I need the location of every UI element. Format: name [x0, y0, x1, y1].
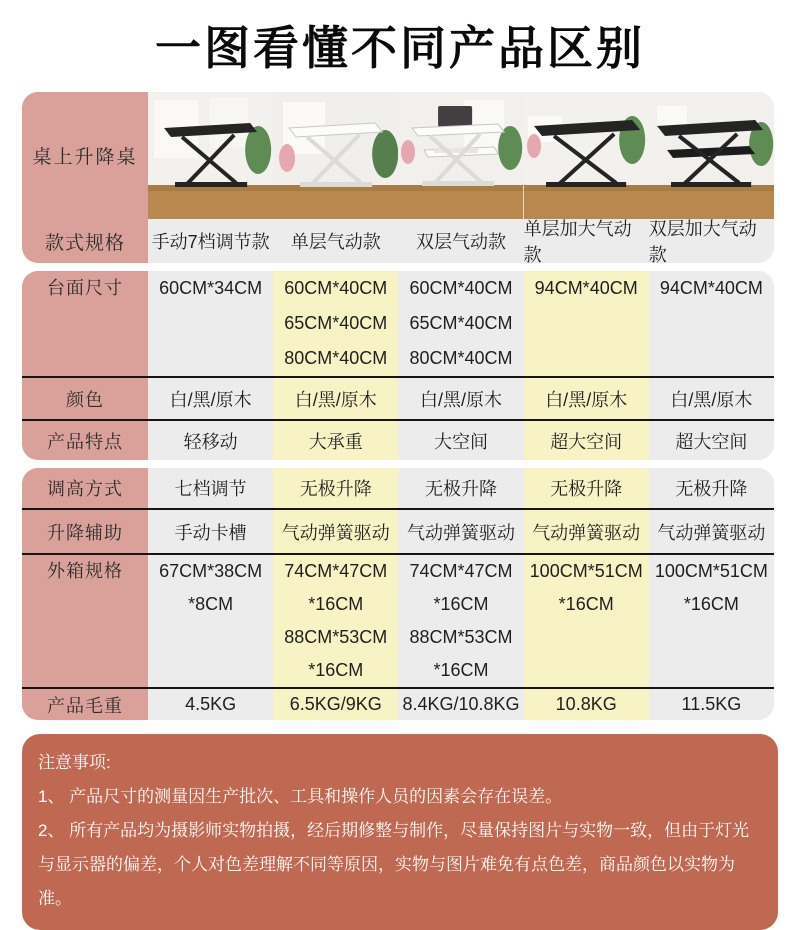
- row-label-color: 颜色: [22, 378, 148, 419]
- size-cell-3: 60CM*40CM 65CM*40CM 80CM*40CM: [398, 271, 523, 376]
- adjust-cell-2: 无极升降: [273, 468, 398, 508]
- spec-section-2: [22, 468, 774, 720]
- size-cell-2: 60CM*40CM 65CM*40CM 80CM*40CM: [273, 271, 398, 376]
- product-name-3: 双层气动款: [398, 219, 523, 263]
- assist-cell-1: 手动卡槽: [148, 510, 273, 553]
- white-desk-riser-illustration: [273, 92, 398, 219]
- white-two-tier-desk-laptop-illustration: [398, 92, 523, 219]
- row-box-spec: [22, 555, 774, 687]
- adjust-cell-3: 无极升降: [398, 468, 523, 508]
- product-name-2: 单层气动款: [273, 219, 398, 263]
- box-cell-2: 74CM*47CM *16CM 88CM*53CM *16CM: [273, 555, 398, 687]
- row-label-lift-assist: 升降辅助: [22, 510, 148, 553]
- spec-section-1: [22, 271, 774, 460]
- color-cell-3: 白/黑/原木: [398, 378, 523, 419]
- product-name-1: 手动7档调节款: [148, 219, 273, 263]
- row-tabletop-size: [22, 271, 774, 376]
- spec-row-label: 款式规格: [44, 232, 125, 254]
- product-name-5: 双层加大气动款: [649, 219, 774, 263]
- row-label-gross-weight: 产品毛重: [22, 689, 148, 720]
- notes-title: 注意事项:: [38, 753, 111, 772]
- color-cell-2: 白/黑/原木: [273, 378, 398, 419]
- header-section: [22, 92, 774, 263]
- box-cell-3: 74CM*47CM *16CM 88CM*53CM *16CM: [398, 555, 523, 687]
- black-large-two-tier-desk-riser-illustration: [649, 92, 774, 219]
- color-cell-1: 白/黑/原木: [148, 378, 273, 419]
- page-title: 一图看懂不同产品区别: [155, 22, 645, 74]
- product-photo-4: [524, 92, 649, 219]
- weight-cell-1: 4.5KG: [148, 689, 273, 720]
- comparison-table: [22, 92, 774, 720]
- assist-cell-4: 气动弹簧驱动: [524, 510, 649, 553]
- weight-cell-2: 6.5KG/9KG: [273, 689, 398, 720]
- assist-cell-2: 气动弹簧驱动: [273, 510, 398, 553]
- category-label-cell: [22, 92, 148, 263]
- color-cell-5: 白/黑/原木: [649, 378, 774, 419]
- assist-cell-3: 气动弹簧驱动: [398, 510, 523, 553]
- row-label-features: 产品特点: [22, 421, 148, 460]
- adjust-cell-5: 无极升降: [649, 468, 774, 508]
- adjust-cell-1: 七档调节: [148, 468, 273, 508]
- feature-cell-2: 大承重: [273, 421, 398, 460]
- notes-box: [22, 734, 778, 930]
- color-cell-4: 白/黑/原木: [524, 378, 649, 419]
- size-cell-4: 94CM*40CM: [524, 271, 649, 376]
- row-label-tabletop-size: 台面尺寸: [22, 271, 148, 376]
- row-gross-weight: [22, 689, 774, 720]
- product-photo-5: [649, 92, 774, 219]
- size-cell-1: 60CM*34CM: [148, 271, 273, 376]
- weight-cell-3: 8.4KG/10.8KG: [398, 689, 523, 720]
- notes-item-1: 1、 产品尺寸的测量因生产批次、工具和操作人员的因素会存在误差。: [38, 787, 563, 806]
- product-photo-2: [273, 92, 398, 219]
- row-color: [22, 378, 774, 419]
- weight-cell-5: 11.5KG: [649, 689, 774, 720]
- black-desk-riser-illustration: [148, 92, 273, 219]
- feature-cell-4: 超大空间: [524, 421, 649, 460]
- box-cell-4: 100CM*51CM *16CM: [524, 555, 649, 687]
- row-label-box-spec: 外箱规格: [22, 555, 148, 687]
- row-lift-assist: [22, 510, 774, 553]
- row-height-adjust: [22, 468, 774, 508]
- size-cell-5: 94CM*40CM: [649, 271, 774, 376]
- feature-cell-1: 轻移动: [148, 421, 273, 460]
- adjust-cell-4: 无极升降: [524, 468, 649, 508]
- assist-cell-5: 气动弹簧驱动: [649, 510, 774, 553]
- product-photo-3: [398, 92, 523, 219]
- row-features: [22, 421, 774, 460]
- feature-cell-5: 超大空间: [649, 421, 774, 460]
- category-label: 桌上升降桌: [32, 147, 138, 168]
- product-name-4: 单层加大气动款: [524, 219, 649, 263]
- box-cell-5: 100CM*51CM *16CM: [649, 555, 774, 687]
- black-large-desk-riser-illustration: [524, 92, 649, 219]
- feature-cell-3: 大空间: [398, 421, 523, 460]
- notes-item-2: 2、 所有产品均为摄影师实物拍摄，经后期修整与制作，尽量保持图片与实物一致，但由于灯光与显示器的偏差，个人对色差理解不同等原因，实物与图片难免有点色差，商品颜色以实物为准。: [38, 821, 750, 908]
- weight-cell-4: 10.8KG: [524, 689, 649, 720]
- row-label-height-adjust: 调高方式: [22, 468, 148, 508]
- product-photo-1: [148, 92, 273, 219]
- box-cell-1: 67CM*38CM *8CM: [148, 555, 273, 687]
